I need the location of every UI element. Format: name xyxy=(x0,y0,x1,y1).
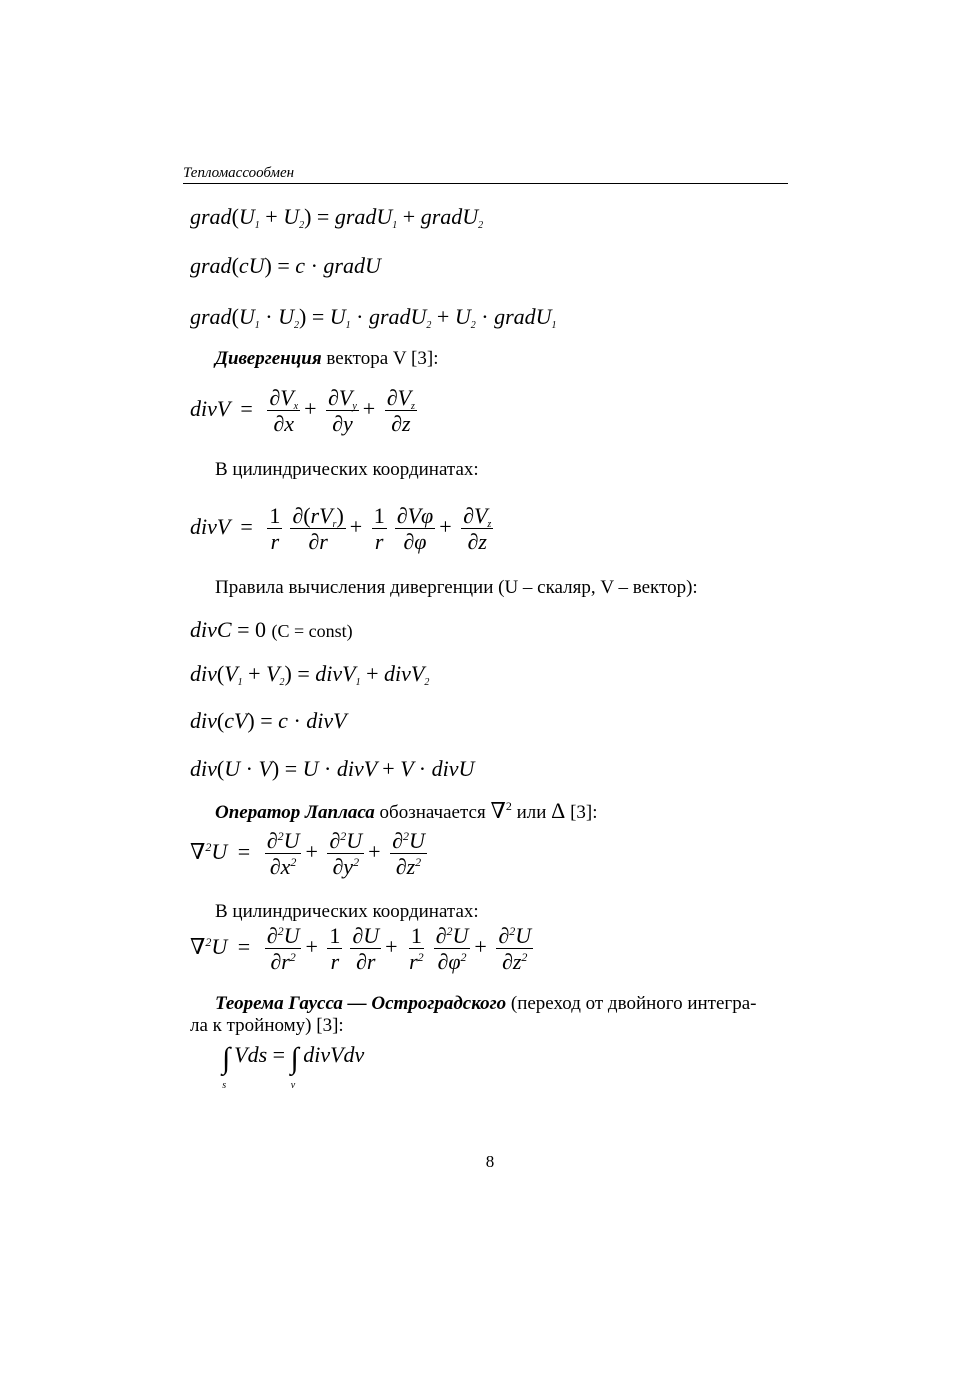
formula-div-sum: $div(V_1 + V_2)$ = divV$_1$ + divV$_2$ xyxy=(190,661,430,688)
gauss-term: Теорема Гаусса — Остроградского xyxy=(215,993,507,1014)
formula-div-product: div(U · V) = U · divV + V · divU xyxy=(190,756,475,781)
divergence-paragraph xyxy=(215,348,438,370)
formula-div-const: divC = 0 (C = const) xyxy=(190,617,353,642)
div-const-note: (C = const) xyxy=(271,621,353,641)
divergence-rest: вектора V [3]: xyxy=(321,348,439,369)
formula-laplace-cartesian: ∇$^2$U = $\frac{\partial^2U}{\partial x^2}$ + $\frac{\partial^2U}{\partial y^2}$ + $\frac{\partial^2U}{\partial z^2}$ xyxy=(190,828,425,880)
laplace-mid: обозначается xyxy=(374,802,491,823)
running-header: Тепломассообмен xyxy=(183,163,788,184)
nabla-squared-symbol: ∇$^2$ xyxy=(490,798,512,823)
laplace-or: или xyxy=(511,802,552,823)
formula-div-cylindrical: divV = $\frac{1}{r}$ $\partial(rV_r)$ ∂r + $\frac{1}{r}$ $\frac{\partial V\varphi}{\partial\varphi}$ + $\frac{\partial V_z}{\partial z}$ xyxy=(190,503,492,555)
cylindrical-label-1: В цилиндрических координатах: xyxy=(215,459,479,480)
laplace-ref: [3]: xyxy=(565,802,598,823)
formula-grad-sum: $grad(U_1 + U_2)$ = gradU$_1$ + gradU$_2$ xyxy=(190,204,484,231)
gauss-rest: (переход от двойного интегра- xyxy=(506,993,757,1014)
formula-div-scalar: div(cV) = c · divV xyxy=(190,708,347,733)
formula-laplace-cylindrical: ∇$^2$U = $\frac{\partial^2U}{\partial r^2}$ + $\frac{1}{r}$ $\frac{\partial U}{\partial r}$ + $\frac{1}{r^2}$ $\frac{\partial^2U}{\partial\varphi^2}$ + $\frac{\partial^2U}{\partial z^2}$ xyxy=(190,923,532,975)
formula-div-cartesian: divV = $\frac{\partial V_x}{\partial x}$ + $\frac{\partial V_y}{\partial y}$ + $\frac{\partial V_z}{\partial z}$ xyxy=(190,385,415,437)
laplace-term: Оператор Лапласа xyxy=(215,802,375,823)
laplace-paragraph xyxy=(215,798,598,824)
rules-label: Правила вычисления дивергенции (U – скаляр, V – вектор): xyxy=(215,577,698,598)
divergence-term: Дивергенция xyxy=(215,348,322,369)
page-number: 8 xyxy=(485,1152,495,1171)
delta-symbol: Δ xyxy=(551,798,566,823)
formula-grad-product: $grad(U_1 \cdot U_2) = U_1$ · gradU$_2$ + $U_2$ · gradU$_1$ xyxy=(190,304,557,331)
cylindrical-label-2: В цилиндрических координатах: xyxy=(215,901,479,922)
formula-gauss: $\int_sVds$ = $\int_vdivVdv$ xyxy=(222,1042,365,1091)
gauss-paragraph-line1 xyxy=(215,993,756,1015)
formula-grad-scalar: grad(cU) = c · gradU xyxy=(190,253,381,278)
gauss-paragraph-line2: ла к тройному) [3]: xyxy=(190,1015,344,1036)
